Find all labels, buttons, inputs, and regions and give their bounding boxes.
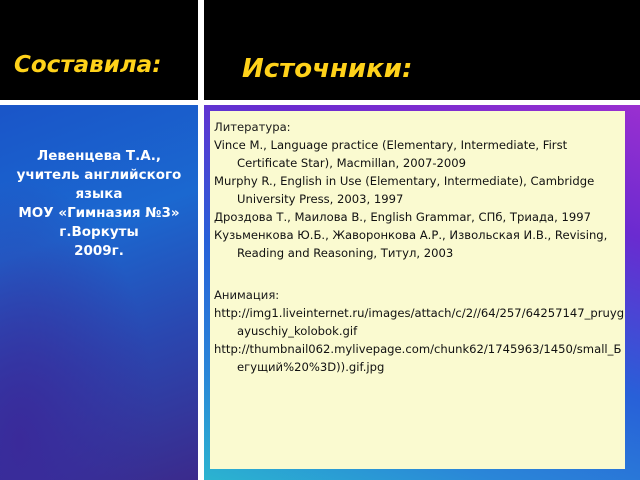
literature-entry: Кузьменкова Ю.Б., Жаворонкова А.Р., Извольская И.В., Revising, Reading and Reasoning, Титул, 2003 xyxy=(214,228,608,260)
literature-entry: Murphy R., English in Use (Elementary, Intermediate), Cambridge University Press, 2003, 1997 xyxy=(214,174,595,206)
author-school: МОУ «Гимназия №3» xyxy=(18,205,180,221)
animation-link[interactable]: http://img1.liveinternet.ru/images/attach/c/2//64/257/64257147_pruygayuschiy_kolobok.gif xyxy=(214,306,625,338)
author-heading: Составила: xyxy=(14,52,162,78)
right-header-bar xyxy=(204,0,640,100)
sources-list xyxy=(214,118,626,376)
literature-title: Литература: xyxy=(214,120,291,134)
spacer xyxy=(214,262,626,286)
horizontal-divider xyxy=(0,100,640,105)
left-header-bar xyxy=(0,0,198,100)
sources-heading: Источники: xyxy=(242,54,413,84)
animation-title: Анимация: xyxy=(214,288,280,302)
author-position-cont: языка xyxy=(75,186,123,202)
author-city: г.Воркуты xyxy=(59,224,139,240)
author-name: Левенцева Т.А., xyxy=(37,148,161,164)
animation-link[interactable]: http://thumbnail062.mylivepage.com/chunk62/1745963/1450/small_Бегущий%20%3D)).gif.jpg xyxy=(214,342,622,374)
author-year: 2009г. xyxy=(74,243,124,259)
author-info xyxy=(0,147,198,261)
author-panel xyxy=(0,105,198,480)
vertical-divider xyxy=(198,0,204,480)
literature-entry: Vince M., Language practice (Elementary, Intermediate, First Certificate Star), Macmillan, 2007-2009 xyxy=(214,138,568,170)
literature-entry: Дроздова Т., Маилова В., English Grammar, СПб, Триада, 1997 xyxy=(214,210,591,224)
author-position: учитель английского xyxy=(16,167,182,183)
